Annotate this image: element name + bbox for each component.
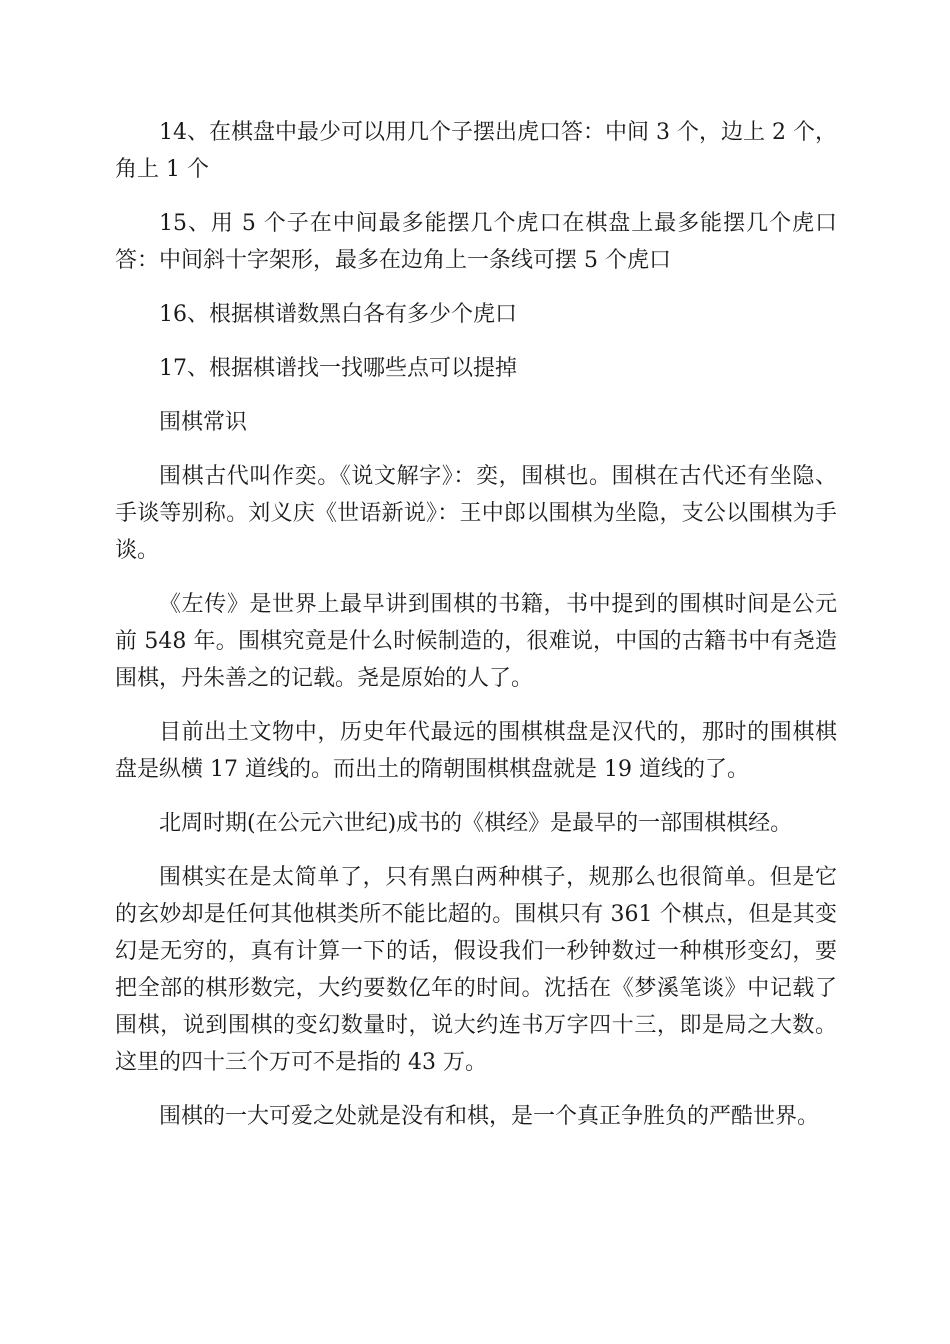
section-heading: 围棋常识 (159, 410, 248, 435)
paragraph-board-lines: 目前出土文物中，历史年代最远的围棋棋盘是汉代的，那时的围棋棋盘是纵横 17 道线的。而出土的隋朝围棋棋盘就是 19 道线的了。 (115, 720, 837, 782)
paragraph-ancient-names: 围棋古代叫作奕。《说文解字》：奕，围棋也。围棋在古代还有坐隐、手谈等别称。刘义庆《世语新说》：王中郎以围棋为坐隐，支公以围棋为手谈。 (115, 464, 837, 563)
paragraph-q15: 15、用 5 个子在中间最多能摆几个虎口在棋盘上最多能摆几个虎口答：中间斜十字架形，最多在边角上一条线可摆 5 个虎口 (115, 211, 837, 273)
paragraph-q16: 16、根据棋谱数黑白各有多少个虎口 (159, 302, 517, 327)
document-body (115, 114, 837, 1152)
paragraph-no-draw: 围棋的一大可爱之处就是没有和棋，是一个真正争胜负的严酷世界。 (159, 1104, 820, 1129)
paragraph-zuozhuan: 《左传》是世界上最早讲到围棋的书籍，书中提到的围棋时间是公元前 548 年。围棋究竟是什么时候制造的，很难说，中国的古籍书中有尧造围棋，丹朱善之的记载。尧是原始的人了。 (115, 592, 837, 691)
paragraph-q17: 17、根据棋谱找一找哪些点可以提掉 (159, 356, 517, 381)
paragraph-q14: 14、在棋盘中最少可以用几个子摆出虎口答：中间 3 个，边上 2 个，角上 1 个 (115, 120, 837, 182)
paragraph-variations: 围棋实在是太简单了，只有黑白两种棋子，规那么也很简单。但是它的玄妙却是任何其他棋类所不能比超的。围棋只有 361 个棋点，但是其变幻是无穷的，真有计算一下的话，假设我们一秒钟数过一种棋形变幻，要把全部的棋形数完，大约要数亿年的时间。沈括在《梦溪笔谈》中记载了围棋，说到围棋的变幻数量时，说大约连书万字四十三，即是局之大数。这里的四十三个万可不是指的 43 万。 (115, 865, 837, 1075)
paragraph-qijing: 北周时期(在公元六世纪)成书的《棋经》是最早的一部围棋棋经。 (159, 811, 793, 836)
